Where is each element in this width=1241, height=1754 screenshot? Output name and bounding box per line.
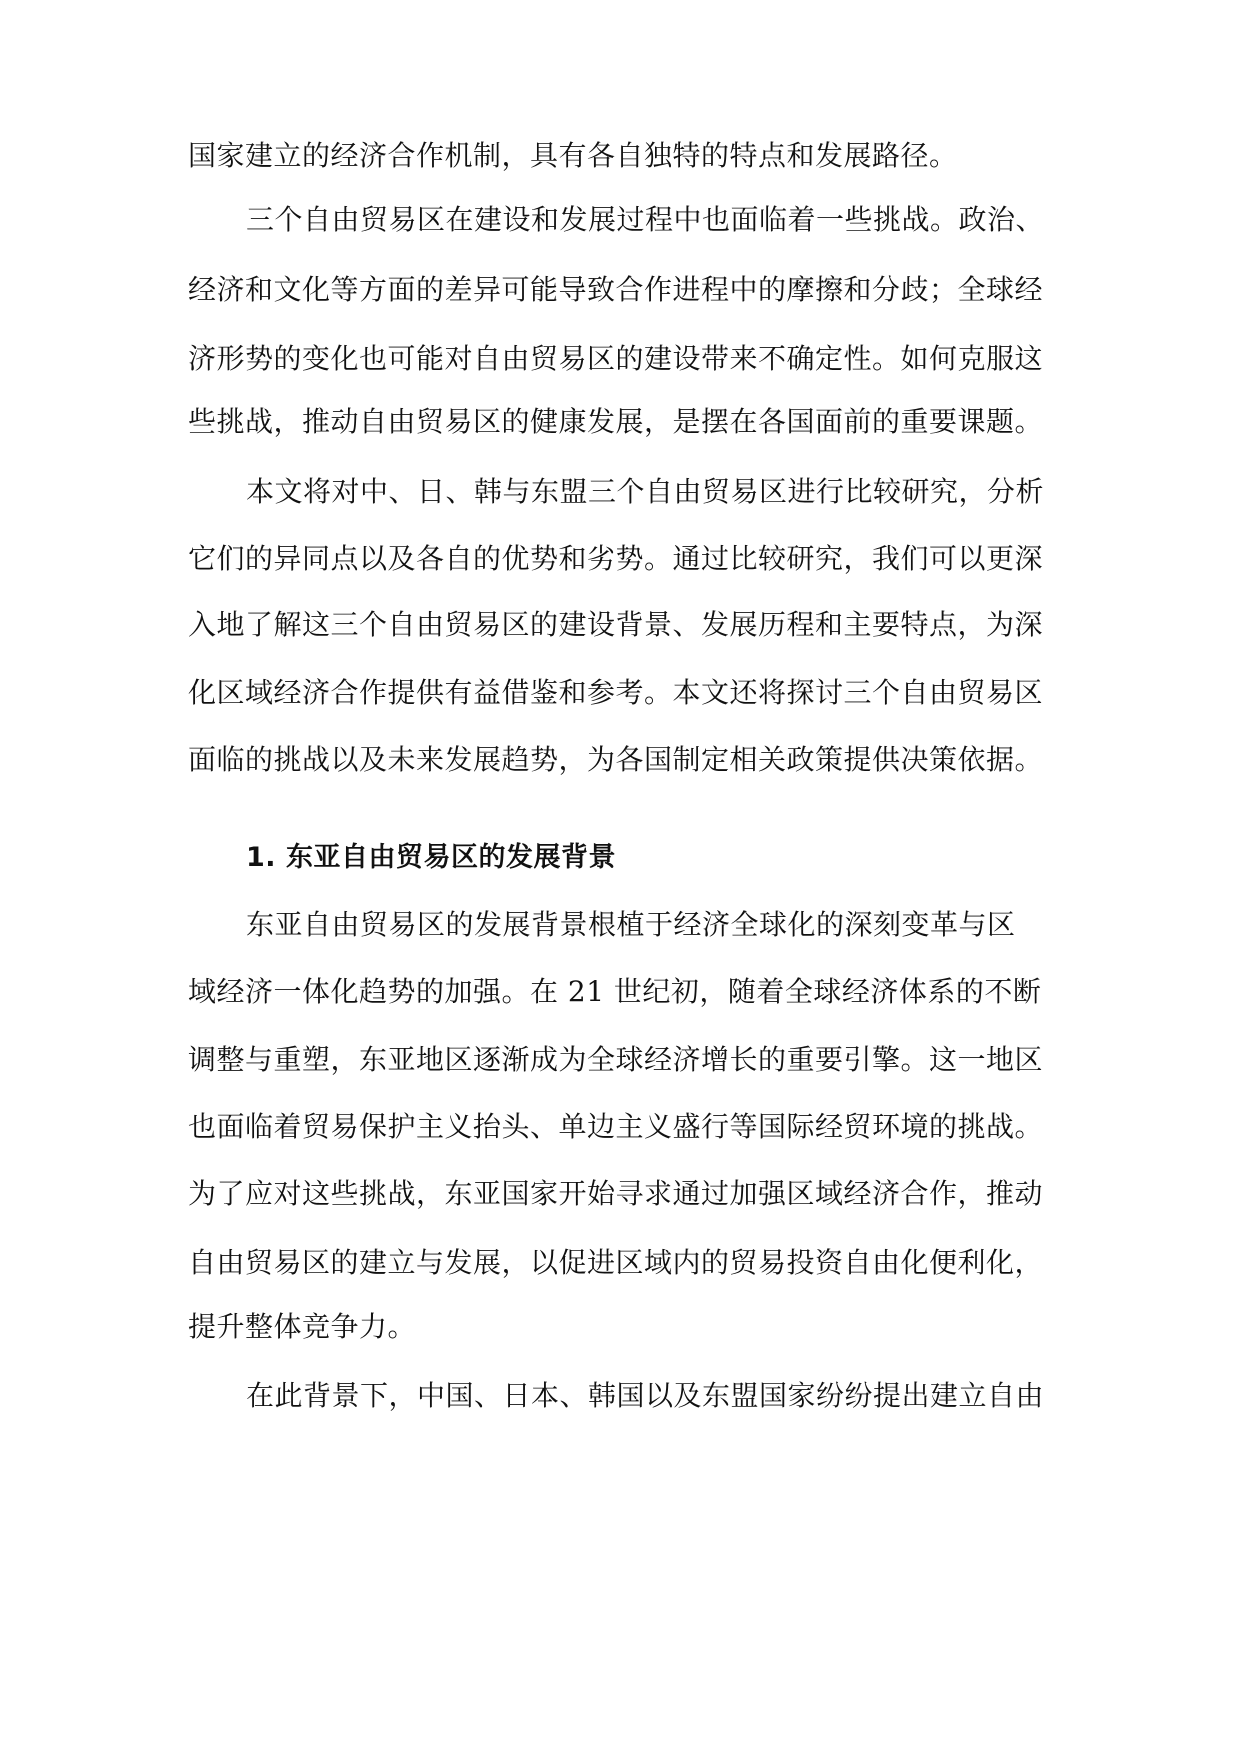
paragraph-line: 也面临着贸易保护主义抬头、单边主义盛行等国际经贸环境的挑战。 xyxy=(188,1110,1044,1143)
paragraph-line: 经济和文化等方面的差异可能导致合作进程中的摩擦和分歧；全球经 xyxy=(188,273,1044,306)
paragraph-line: 提升整体竞争力。 xyxy=(188,1310,417,1343)
paragraph-line: 东亚自由贸易区的发展背景根植于经济全球化的深刻变革与区 xyxy=(246,908,1016,941)
paragraph-line: 为了应对这些挑战，东亚国家开始寻求通过加强区域经济合作，推动 xyxy=(188,1177,1044,1210)
paragraph-line: 三个自由贸易区在建设和发展过程中也面临着一些挑战。政治、 xyxy=(246,203,1045,236)
paragraph-line: 在此背景下，中国、日本、韩国以及东盟国家纷纷提出建立自由 xyxy=(246,1379,1045,1412)
paragraph-line: 自由贸易区的建立与发展，以促进区域内的贸易投资自由化便利化， xyxy=(188,1246,1044,1279)
paragraph-line: 济形势的变化也可能对自由贸易区的建设带来不确定性。如何克服这 xyxy=(188,342,1044,375)
paragraph-line: 面临的挑战以及未来发展趋势，为各国制定相关政策提供决策依据。 xyxy=(188,743,1044,776)
paragraph-line: 国家建立的经济合作机制，具有各自独特的特点和发展路径。 xyxy=(188,139,958,172)
paragraph-line: 些挑战，推动自由贸易区的健康发展，是摆在各国面前的重要课题。 xyxy=(188,405,1044,438)
paragraph-line: 它们的异同点以及各自的优势和劣势。通过比较研究，我们可以更深 xyxy=(188,542,1044,575)
paragraph-line: 化区域经济合作提供有益借鉴和参考。本文还将探讨三个自由贸易区 xyxy=(188,676,1044,709)
paragraph-line: 本文将对中、日、韩与东盟三个自由贸易区进行比较研究，分析 xyxy=(246,475,1045,508)
paragraph-line: 调整与重塑，东亚地区逐渐成为全球经济增长的重要引擎。这一地区 xyxy=(188,1043,1044,1076)
paragraph-line: 域经济一体化趋势的加强。在 21 世纪初，随着全球经济体系的不断 xyxy=(188,975,1042,1008)
section-heading: 1. 东亚自由贸易区的发展背景 xyxy=(246,842,616,873)
paragraph-line: 入地了解这三个自由贸易区的建设背景、发展历程和主要特点，为深 xyxy=(188,608,1044,641)
